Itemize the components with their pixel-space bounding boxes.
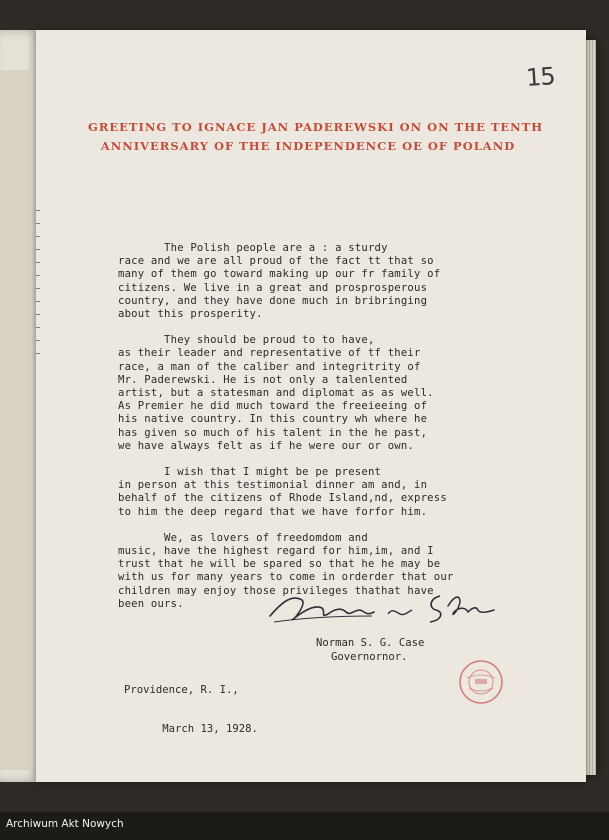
text-line: to him the deep regard that we have forfor him. xyxy=(118,505,428,518)
text-line: trust that he will be spared so that he he may be xyxy=(118,558,441,571)
text-line: race, a man of the caliber and integritrity of xyxy=(118,360,421,373)
text-line: has given so much of his talent in the he past, xyxy=(118,426,428,439)
text-line: citizens. We live in a great and prosprosperous xyxy=(118,281,428,294)
text-line: as their leader and representative of tf their xyxy=(118,347,421,360)
text-line: country, and they have done much in bribringing xyxy=(118,294,428,307)
paragraph-3 xyxy=(118,466,498,519)
text-line: We, as lovers of freedomdom and xyxy=(118,531,368,544)
text-line: music, have the highest regard for him,im, and I xyxy=(118,545,434,558)
letter-body xyxy=(118,242,498,624)
text-line: Mr. Paderewski. He is not only a talenlented xyxy=(118,373,408,386)
text-line: his native country. In this country wh where he xyxy=(118,413,428,426)
archive-stamp xyxy=(457,658,505,706)
text-line: I wish that I might be pe present xyxy=(118,466,382,479)
text-line: The Polish people are a : a sturdy xyxy=(118,242,388,254)
text-line: As Premier he did much toward the freeieeing of xyxy=(118,400,428,413)
text-line: many of them go toward making up our fr family of xyxy=(118,268,441,281)
page-number: 15 xyxy=(525,62,556,92)
signatory-name: Norman S. G. Case xyxy=(316,637,425,649)
text-line: They should be proud to to have, xyxy=(118,334,375,347)
date-line: March 13, 1928. xyxy=(124,723,258,735)
title-line-1: GREETING TO IGNACE JAN PADEREWSKI ON ON THE TENTH xyxy=(88,120,544,134)
paragraph-2 xyxy=(118,334,498,453)
left-page-inner xyxy=(0,70,30,770)
page-edge-marks xyxy=(36,210,42,510)
text-line: behalf of the citizens of Rhode Island,nd, express xyxy=(118,492,447,505)
place-date xyxy=(124,658,258,762)
text-line: been ours. xyxy=(118,597,184,610)
signatory-title: Governornor. xyxy=(331,651,408,663)
text-line: we have always felt as if he were our or own. xyxy=(118,439,415,452)
text-line: with us for many years to come in orderder that our xyxy=(118,571,454,584)
title-line-2: ANNIVERSARY OF THE INDEPENDENCE OE OF POLAND xyxy=(100,139,516,153)
text-line: in person at this testimonial dinner am and, in xyxy=(118,479,428,492)
text-line: artist, but a statesman and diplomat as as well. xyxy=(118,387,434,400)
handwritten-signature xyxy=(262,582,502,628)
paragraph-1 xyxy=(118,242,498,321)
text-line: children may enjoy those privileges thathat have xyxy=(118,584,434,597)
place-line: Providence, R. I., xyxy=(124,684,239,696)
text-line: about this prosperity. xyxy=(118,308,263,321)
archive-label: Archiwum Akt Nowych xyxy=(6,818,124,830)
document-title xyxy=(88,118,544,156)
text-line: race and we are all proud of the fact tt that so xyxy=(118,255,434,268)
document-page xyxy=(36,30,586,782)
